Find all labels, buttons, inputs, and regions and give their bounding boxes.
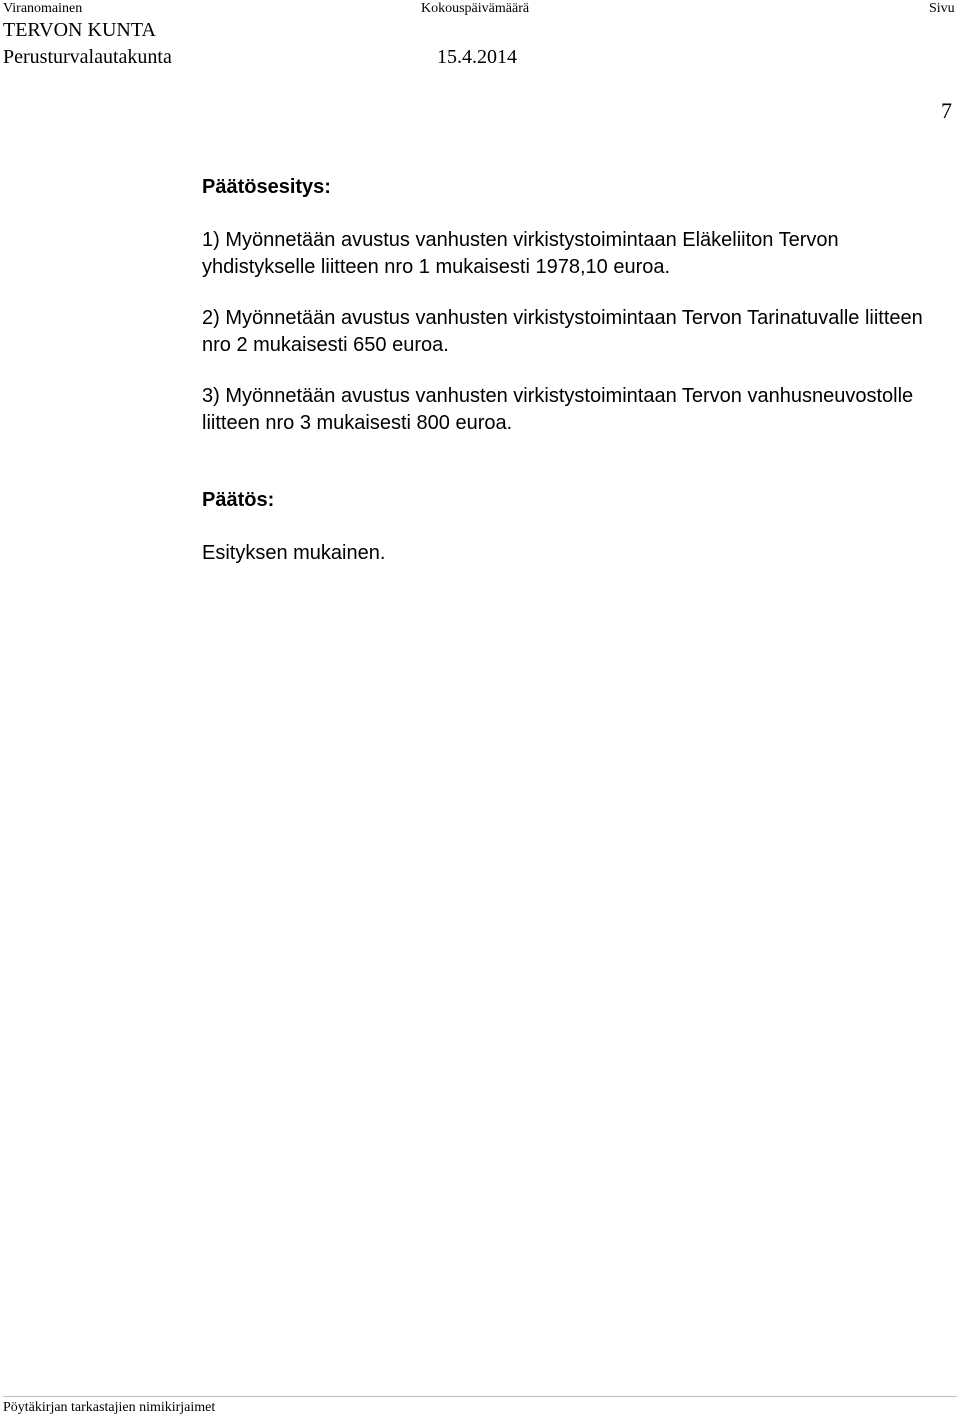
page-number: 7	[941, 98, 952, 123]
header-meeting-date: 15.4.2014	[437, 46, 517, 68]
proposal-item: 1) Myönnetään avustus vanhusten virkistystoimintaan Eläkeliiton Tervon yhdistykselle liitteen nro 1 mukaisesti 1978,10 euroa.	[202, 229, 839, 278]
header-municipality: TERVON KUNTA	[3, 19, 156, 41]
document-body	[202, 174, 954, 567]
header-page-label: Sivu	[929, 1, 955, 16]
proposal-item: 3) Myönnetään avustus vanhusten virkistystoimintaan Tervon vanhusneuvostolle liitteen nro 3 mukaisesti 800 euroa.	[202, 385, 914, 434]
footer-divider	[3, 1396, 957, 1397]
header-authority-label: Viranomainen	[3, 1, 83, 16]
decision-heading: Päätös:	[202, 489, 275, 511]
proposal-heading: Päätösesitys:	[202, 176, 331, 198]
header-committee: Perusturvalautakunta	[3, 46, 172, 68]
footer-initials-label: Pöytäkirjan tarkastajien nimikirjaimet	[3, 1400, 216, 1415]
proposal-item: 2) Myönnetään avustus vanhusten virkistystoimintaan Tervon Tarinatuvalle liitteen nro 2 mukaisesti 650 euroa.	[202, 307, 923, 356]
header-date-label: Kokouspäivämäärä	[421, 1, 530, 16]
decision-text: Esityksen mukainen.	[202, 542, 386, 564]
